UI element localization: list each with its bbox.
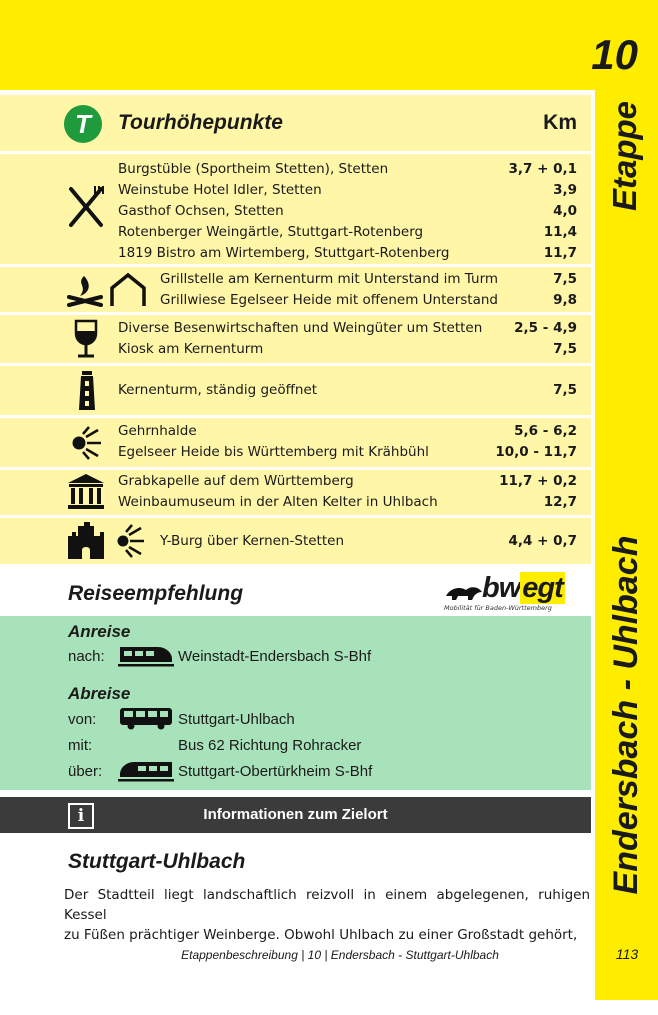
highlight-group-museum <box>0 470 591 515</box>
info-bar <box>0 797 591 833</box>
highlight-list <box>118 421 577 463</box>
arrival-title: Anreise <box>68 622 131 641</box>
cutlery-icon <box>66 186 106 228</box>
highlights-title: Tourhöhepunkte <box>118 111 283 134</box>
list-item: Grillwiese Egelseer Heide mit offenem Unterstand 9,8 <box>160 292 577 308</box>
tower-icon <box>78 371 96 411</box>
list-item: Egelseer Heide bis Württemberg mit Krähbühl 10,0 - 11,7 <box>118 444 577 460</box>
highlight-list <box>160 269 577 311</box>
list-item: Gehrnhalde 5,6 - 6,2 <box>118 423 577 439</box>
list-item: Diverse Besenwirtschaften und Weingüter um Stetten 2,5 - 4,9 <box>118 320 577 336</box>
arrival-station: Weinstadt-Endersbach S-Bhf <box>178 648 372 665</box>
list-item: Y-Burg über Kernen-Stetten 4,4 + 0,7 <box>160 533 577 549</box>
wine-glass-icon <box>73 319 99 359</box>
train-icon <box>118 758 174 782</box>
bus-icon <box>118 706 174 730</box>
transit-panel <box>0 616 591 790</box>
destination-text: Der Stadtteil liegt landschaftlich reizvoll in einem abgelegenen, ruhigen Kessel zu Füßen prächtiger Weinberge. Obwohl Uhlbach zu einer Großstadt gehört, <box>64 887 590 943</box>
highlight-group-tower <box>0 366 591 415</box>
highlight-group-castle <box>0 518 591 564</box>
tour-badge-icon: T <box>64 105 102 143</box>
highlight-group-food <box>0 154 591 264</box>
page-footer: Etappenbeschreibung | 10 | Endersbach - Stuttgart-Uhlbach <box>181 948 499 962</box>
highlight-list <box>160 531 577 552</box>
arrival-label: nach: <box>68 648 105 665</box>
destination-title: Stuttgart-Uhlbach <box>68 850 246 873</box>
highlight-list <box>118 318 577 360</box>
info-bar-title: Informationen zum Zielort <box>203 806 388 823</box>
list-item: Weinstube Hotel Idler, Stetten 3,9 <box>118 182 577 198</box>
departure-from-label: von: <box>68 711 97 728</box>
top-yellow-band <box>0 0 658 90</box>
highlight-group-wine <box>0 315 591 363</box>
stage-label: Etappe <box>606 100 643 212</box>
departure-stop: Stuttgart-Uhlbach <box>178 711 295 728</box>
highlight-list <box>118 380 577 401</box>
list-item: 1819 Bistro am Wirtemberg, Stuttgart-Rotenberg 11,7 <box>118 245 577 261</box>
list-item: Rotenberger Weingärtle, Stuttgart-Rotenberg 11,4 <box>118 224 577 240</box>
train-icon <box>118 643 174 667</box>
departure-via-label: über: <box>68 763 103 780</box>
bwegt-logo: bwegt Mobilität für Baden-Württemberg <box>444 572 563 612</box>
departure-via-station: Stuttgart-Obertürkheim S-Bhf <box>178 763 373 780</box>
highlight-group-grill <box>0 267 591 312</box>
highlights-header <box>0 95 591 151</box>
list-item: Grabkapelle auf dem Württemberg 11,7 + 0,2 <box>118 473 577 489</box>
list-item: Kernenturm, ständig geöffnet 7,5 <box>118 382 577 398</box>
campfire-shelter-icon <box>66 272 148 308</box>
highlights-table <box>0 95 594 567</box>
list-item: Weinbaumuseum in der Alten Kelter in Uhlbach 12,7 <box>118 494 577 510</box>
list-item: Grillstelle am Kernenturm mit Unterstand im Turm 7,5 <box>160 271 577 287</box>
travel-title: Reiseempfehlung <box>68 582 244 605</box>
highlight-group-viewpoints <box>0 418 591 467</box>
departure-bus-line: Bus 62 Richtung Rohracker <box>178 737 362 754</box>
list-item: Gasthof Ochsen, Stetten 4,0 <box>118 203 577 219</box>
stage-route: Endersbach - Uhlbach <box>607 535 645 895</box>
highlight-list <box>118 159 577 264</box>
info-icon: i <box>68 803 94 829</box>
lion-icon <box>444 584 484 602</box>
museum-icon <box>67 474 105 510</box>
km-column-header: Km <box>543 111 577 134</box>
stage-number: 10 <box>591 31 638 78</box>
list-item: Kiosk am Kernenturm 7,5 <box>118 341 577 357</box>
viewpoint-icon <box>70 426 102 460</box>
departure-title: Abreise <box>68 684 131 703</box>
highlight-list <box>118 471 577 513</box>
list-item: Burgstüble (Sportheim Stetten), Stetten 3,7 + 0,1 <box>118 161 577 177</box>
page-number: 113 <box>615 946 639 962</box>
departure-with-label: mit: <box>68 737 93 754</box>
castle-viewpoint-icon <box>66 522 148 560</box>
travel-header <box>0 568 591 614</box>
